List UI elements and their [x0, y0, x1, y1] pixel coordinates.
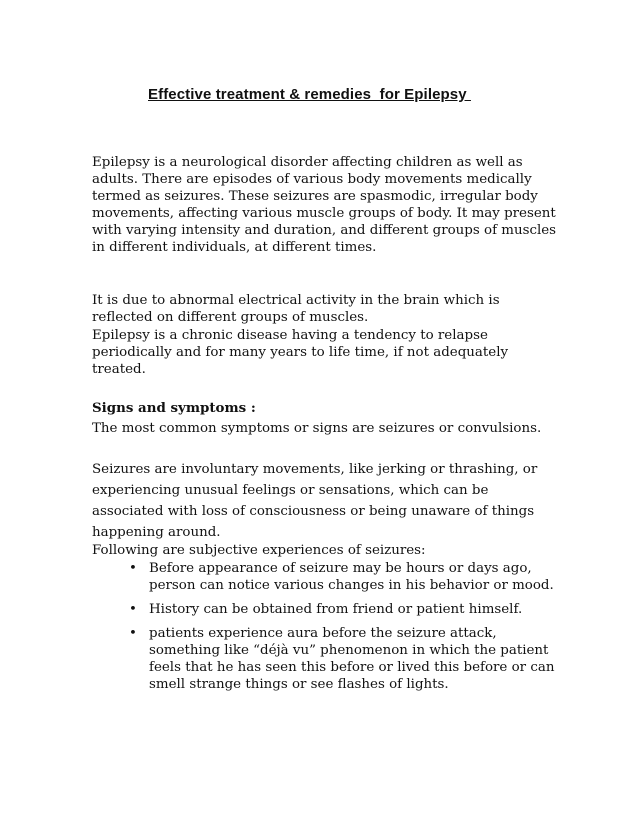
paragraph-chronic-disease: Epilepsy is a chronic disease having a tendency to relapse periodically and for many years to life time, if not adequately treated. — [92, 328, 509, 377]
list-item-text: patients experience aura before the seizure attack, something like “déjà vu” phenomenon in which the patient feels that he has seen this before or lived this before or can smell strange things or see flashes of lights. — [149, 626, 555, 692]
list-item — [92, 625, 562, 693]
paragraph-seizure-description: Seizures are involuntary movements, like jerking or thrashing, or experiencing unusual feelings or sensations, which can be associated with loss of consciousness or being unaware of things happening around. — [92, 462, 538, 540]
document-title: Effective treatment & remedies for Epilepsy — [148, 86, 471, 103]
paragraph-subjective-experiences: Following are subjective experiences of seizures: — [92, 543, 426, 558]
bullet-icon: • — [129, 602, 137, 617]
list-item — [92, 601, 562, 618]
paragraph-common-symptoms: The most common symptoms or signs are seizures or convulsions. — [92, 421, 542, 436]
paragraph-epilepsy-definition: Epilepsy is a neurological disorder affecting children as well as adults. There are episodes of various body movements medically termed as seizures. These seizures are spasmodic, irregular body movements, affecting various muscle groups of body. It may present with varying intensity and duration, and different groups of muscles in different individuals, at different times. — [92, 155, 557, 255]
bullet-icon: • — [129, 561, 137, 576]
list-item-text: History can be obtained from friend or patient himself. — [149, 602, 523, 617]
seizure-experience-list — [92, 560, 562, 700]
list-item — [92, 560, 562, 594]
paragraph-cause: It is due to abnormal electrical activity in the brain which is reflected on different groups of muscles. — [92, 293, 500, 325]
signs-and-symptoms-heading: Signs and symptoms : — [92, 400, 256, 416]
bullet-icon: • — [129, 626, 137, 641]
list-item-text: Before appearance of seizure may be hours or days ago, person can notice various changes in his behavior or mood. — [149, 561, 554, 593]
